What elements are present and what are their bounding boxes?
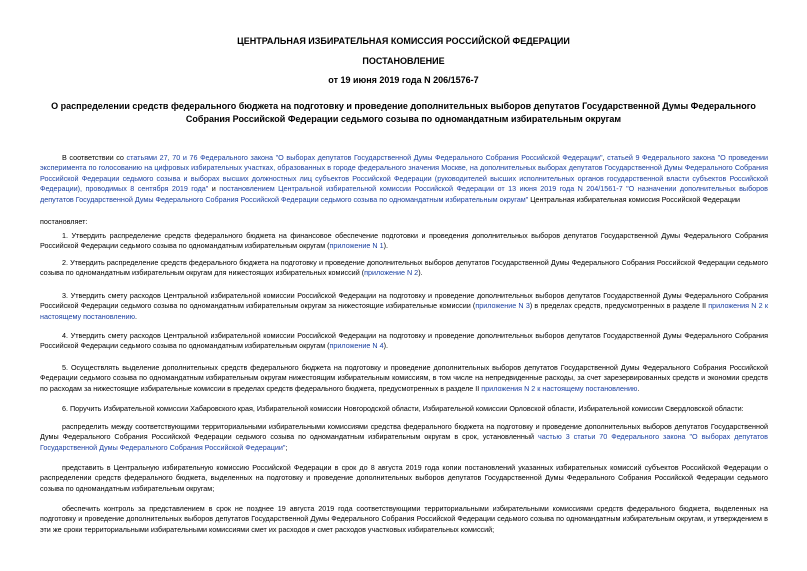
appendix-2-link[interactable]: приложение N 2 — [364, 268, 419, 278]
document-type-heading: ПОСТАНОВЛЕНИЕ — [362, 56, 445, 66]
item-4 — [40, 331, 768, 352]
item-text: ; — [285, 442, 288, 452]
item-1 — [40, 231, 768, 252]
item-6-subpoint-distribute — [40, 422, 768, 453]
item-6: 6. Поручить Избирательной комиссии Хабаровского края, Избирательной комиссии Новгородской области, Избирательной комиссии Орловской области, Избирательной комиссии Свердловской области: — [62, 404, 744, 413]
appendix-4-link[interactable]: приложение N 4 — [329, 341, 384, 351]
item-text: 1. Утвердить распределение средств федерального бюджета на финансовое обеспечение подготовки и проведения дополнительных выборов депутатов Государственной Думы Федерального Собрания Российской Федерации седьмого созыва по одномандатным избирательным округам ( — [40, 231, 768, 251]
item-6-subpoint-submit: представить в Центральную избирательную комиссию Российской Федерации в срок до 8 августа 2019 года копии постановлений указанных избирательных комиссий субъектов Российской Федерации о распределении средств федерального бюджета, выделенных на подготовку и проведение дополнительных выборов депутатов Государственной Думы Федерального Собрания Российской Федерации седьмого созыва по одномандатным избирательным округам; — [40, 463, 768, 493]
resolves-label: постановляет: — [40, 217, 88, 226]
item-3 — [40, 291, 768, 322]
item-text: 2. Утвердить распределение средств федерального бюджета на подготовку и проведение дополнительных выборов депутатов Государственной Думы Федерального Собрания Российской Федерации седьмого созыва по одномандатным избирательным округам для нижестоящих избирательных комиссий ( — [40, 258, 768, 278]
item-text: . — [637, 383, 640, 393]
item-text: 3. Утвердить смету расходов Центральной избирательной комиссии Российской Федерации на подготовку и проведение дополнительных выборов депутатов Государственной Думы Федерального Собрания Российской Федерации седьмого созыва по одномандатным избирательным округам за нижестоящие избирательные комиссии ( — [40, 291, 768, 311]
preamble-text: Центральная избирательная комиссия Российской Федерации — [528, 194, 740, 204]
item-6-subpoint-control: обеспечить контроль за представлением в срок не позднее 19 августа 2019 года соответствующими территориальными избирательными комиссиями средств федерального бюджета, выделенных на подготовку и проведение дополнительных выборов депутатов Государственной Думы Федерального Собрания Российской Федерации седьмого созыва по одномандатным избирательным округам, и утверждением в эти же сроки территориальными избирательными комиссиями смет их расходов и смет расходов участковых избирательных комиссий; — [40, 504, 768, 534]
law-link-articles[interactable]: статьями 27, 70 и 76 Федерального закона "О выборах депутатов Государственной Думы Федерального Собрания Российской Федерации" — [126, 153, 603, 162]
item-text: ). — [383, 241, 388, 251]
preamble-text: и — [208, 184, 220, 194]
item-text: 5. Осуществлять выделение дополнительных средств федерального бюджета на подготовку и проведение дополнительных выборов депутатов Государственной Думы Федерального Собрания Российской Федерации седьмого созыва по одномандатным избирательным округам нижестоящим избирательным комиссиям, в том числе на непредвиденные расходы, за счет зарезервированных средств и экономии средств по расходам за нижестоящие избирательные комиссии в пределах средств федерального бюджета, предусмотренных в разделе II — [40, 363, 768, 393]
item-text: ) в пределах средств, предусмотренных в разделе II — [529, 301, 709, 311]
item-text: . — [134, 311, 137, 321]
item-text: ). — [383, 341, 388, 351]
preamble-paragraph — [40, 153, 768, 205]
appendix-2-section-link[interactable]: приложения N 2 к настоящему постановлению — [481, 383, 638, 393]
law-article-70-link[interactable]: частью 3 статьи 70 Федерального закона "О выборах депутатов Государственной Думы Федерального Собрания Российской Федерации" — [40, 432, 768, 452]
item-text: 4. Утвердить смету расходов Центральной избирательной комиссии Российской Федерации на подготовку и проведение дополнительных выборов депутатов Государственной Думы Федерального Собрания Российской Федерации седьмого созыва по одномандатным избирательным округам ( — [40, 331, 768, 351]
preamble-text: , — [602, 153, 608, 162]
law-link-experiment[interactable]: статьей 9 Федерального закона "О проведении эксперимента по голосованию на цифровых избирательных участках, образованных в городе федерального значения Москве, на дополнительных выборах депутатов Государственной Думы Федерального Собрания Российской Федерации седьмого созыва и выборах высших должностных лиц субъектов Российской Федерации (руководителей высших исполнительных органов государственной власти субъектов Российской Федерации), проводимых 8 сентября 2019 года" — [40, 153, 769, 194]
organization-heading: ЦЕНТРАЛЬНАЯ ИЗБИРАТЕЛЬНАЯ КОМИССИЯ РОССИЙСКОЙ ФЕДЕРАЦИИ — [237, 36, 570, 46]
appendix-3-link[interactable]: приложение N 3 — [475, 301, 530, 311]
document-title: О распределении средств федерального бюджета на подготовку и проведение дополнительных выборов депутатов Государственной Думы Федерального Собрания Российской Федерации седьмого созыва по одномандатным избирательным округам — [51, 101, 756, 124]
item-text: ). — [418, 268, 423, 278]
resolution-link[interactable]: постановлением Центральной избирательной комиссии Российской Федерации от 13 июня 2019 года N 204/1561-7 "О назначении дополнительных выборов депутатов Государственной Думы Федерального Собрания Российской Федерации седьмого созыва по одномандатным избирательным округам" — [40, 184, 768, 204]
appendix-1-link[interactable]: приложение N 1 — [329, 241, 384, 251]
item-text: распределить между соответствующими территориальными избирательными комиссиями средства федерального бюджета на подготовку и проведение дополнительных выборов депутатов Государственной Думы Федерального Собрания Российской Федерации седьмого созыва по одномандатным избирательным округам в срок, установленный — [40, 422, 768, 442]
item-2 — [40, 258, 768, 279]
appendix-2-section-link[interactable]: приложения N 2 к настоящему постановлению — [40, 301, 768, 321]
document-date: от 19 июня 2019 года N 206/1576-7 — [328, 75, 479, 85]
item-5 — [40, 363, 768, 394]
preamble-text: В соответствии со — [62, 153, 127, 162]
